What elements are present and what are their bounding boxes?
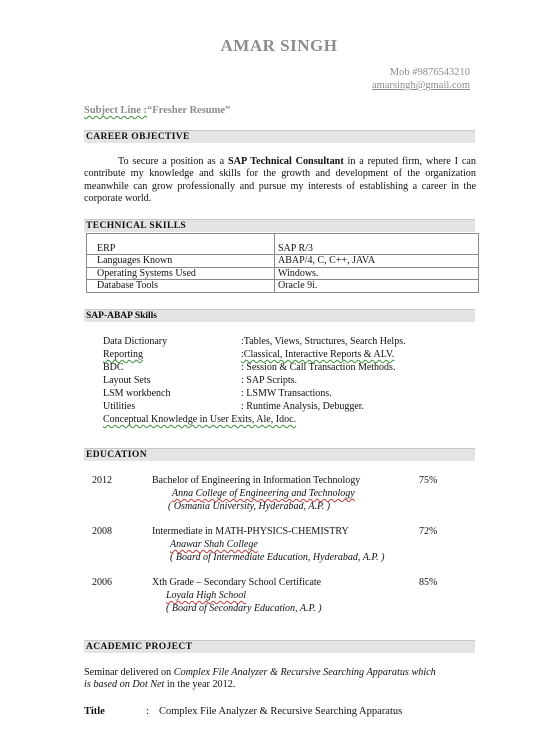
education-degree: Intermediate in MATH-PHYSICS-CHEMISTRY (152, 526, 349, 537)
mobile-number: Mob #9876543210 (389, 67, 470, 78)
education-board: ( Osmania University, Hyderabad, A.P. ) (168, 501, 331, 512)
academic-project-heading: ACADEMIC PROJECT (84, 640, 475, 653)
table-cell: Database Tools (87, 280, 275, 293)
table-cell: Oracle 9i. (275, 280, 479, 293)
subject-line (84, 105, 230, 116)
project-title-label: Title (84, 706, 105, 717)
education-college: Loyala High School (166, 590, 246, 601)
candidate-name: AMAR SINGH (220, 36, 338, 55)
education-degree: Xth Grade – Secondary School Certificate (152, 577, 322, 588)
sap-abap-skills-heading: SAP-ABAP Skills (84, 309, 475, 322)
table-row (87, 280, 479, 293)
education-year: 2012 (92, 475, 112, 486)
subject-label: Subject Line : (84, 105, 147, 116)
technical-skills-heading: TECHNICAL SKILLS (84, 219, 475, 232)
subject-value: “Fresher Resume” (147, 105, 231, 116)
education-college: Anna College of Engineering and Technology (172, 488, 355, 499)
table-row (87, 234, 479, 255)
table-cell: Languages Known (87, 255, 275, 268)
education-percent: 75% (419, 475, 438, 486)
education-heading: EDUCATION (84, 448, 475, 461)
education-degree: Bachelor of Engineering in Information Technology (152, 475, 361, 486)
career-objective-heading: CAREER OBJECTIVE (84, 130, 475, 143)
technical-skills-table (86, 233, 479, 293)
education-year: 2006 (92, 577, 112, 588)
project-title-value: Complex File Analyzer & Recursive Searching Apparatus (159, 706, 403, 717)
education-percent: 72% (419, 526, 438, 537)
project-title-separator: : (146, 706, 149, 717)
table-cell: Windows. (275, 267, 479, 280)
table-cell: SAP R/3 (275, 234, 479, 255)
table-cell: ERP (87, 234, 275, 255)
education-board: ( Board of Secondary Education, A.P. ) (166, 603, 322, 614)
table-row (87, 255, 479, 268)
email-link[interactable]: amarsingh@gmail.com (371, 80, 470, 91)
project-title-row (84, 706, 403, 717)
academic-project-text: Seminar delivered on Complex File Analyzer & Recursive Searching Apparatus which is based on Dot Net in the year 2012. (84, 667, 436, 691)
education-year: 2008 (92, 526, 112, 537)
table-row (87, 267, 479, 280)
table-cell: ABAP/4, C, C++, JAVA (275, 255, 479, 268)
table-cell: Operating Systems Used (87, 267, 275, 280)
education-percent: 85% (419, 577, 438, 588)
education-board: ( Board of Intermediate Education, Hyderabad, A.P. ) (170, 552, 385, 563)
education-college: Anawar Shah College (170, 539, 258, 550)
career-objective-text: To secure a position as a SAP Technical Consultant in a reputed firm, where I can contribute my knowledge and skills for the growth and development of the organization meanwhile can grow professionally and pursue my interests of establishing a career in the corporate world. (84, 156, 476, 205)
